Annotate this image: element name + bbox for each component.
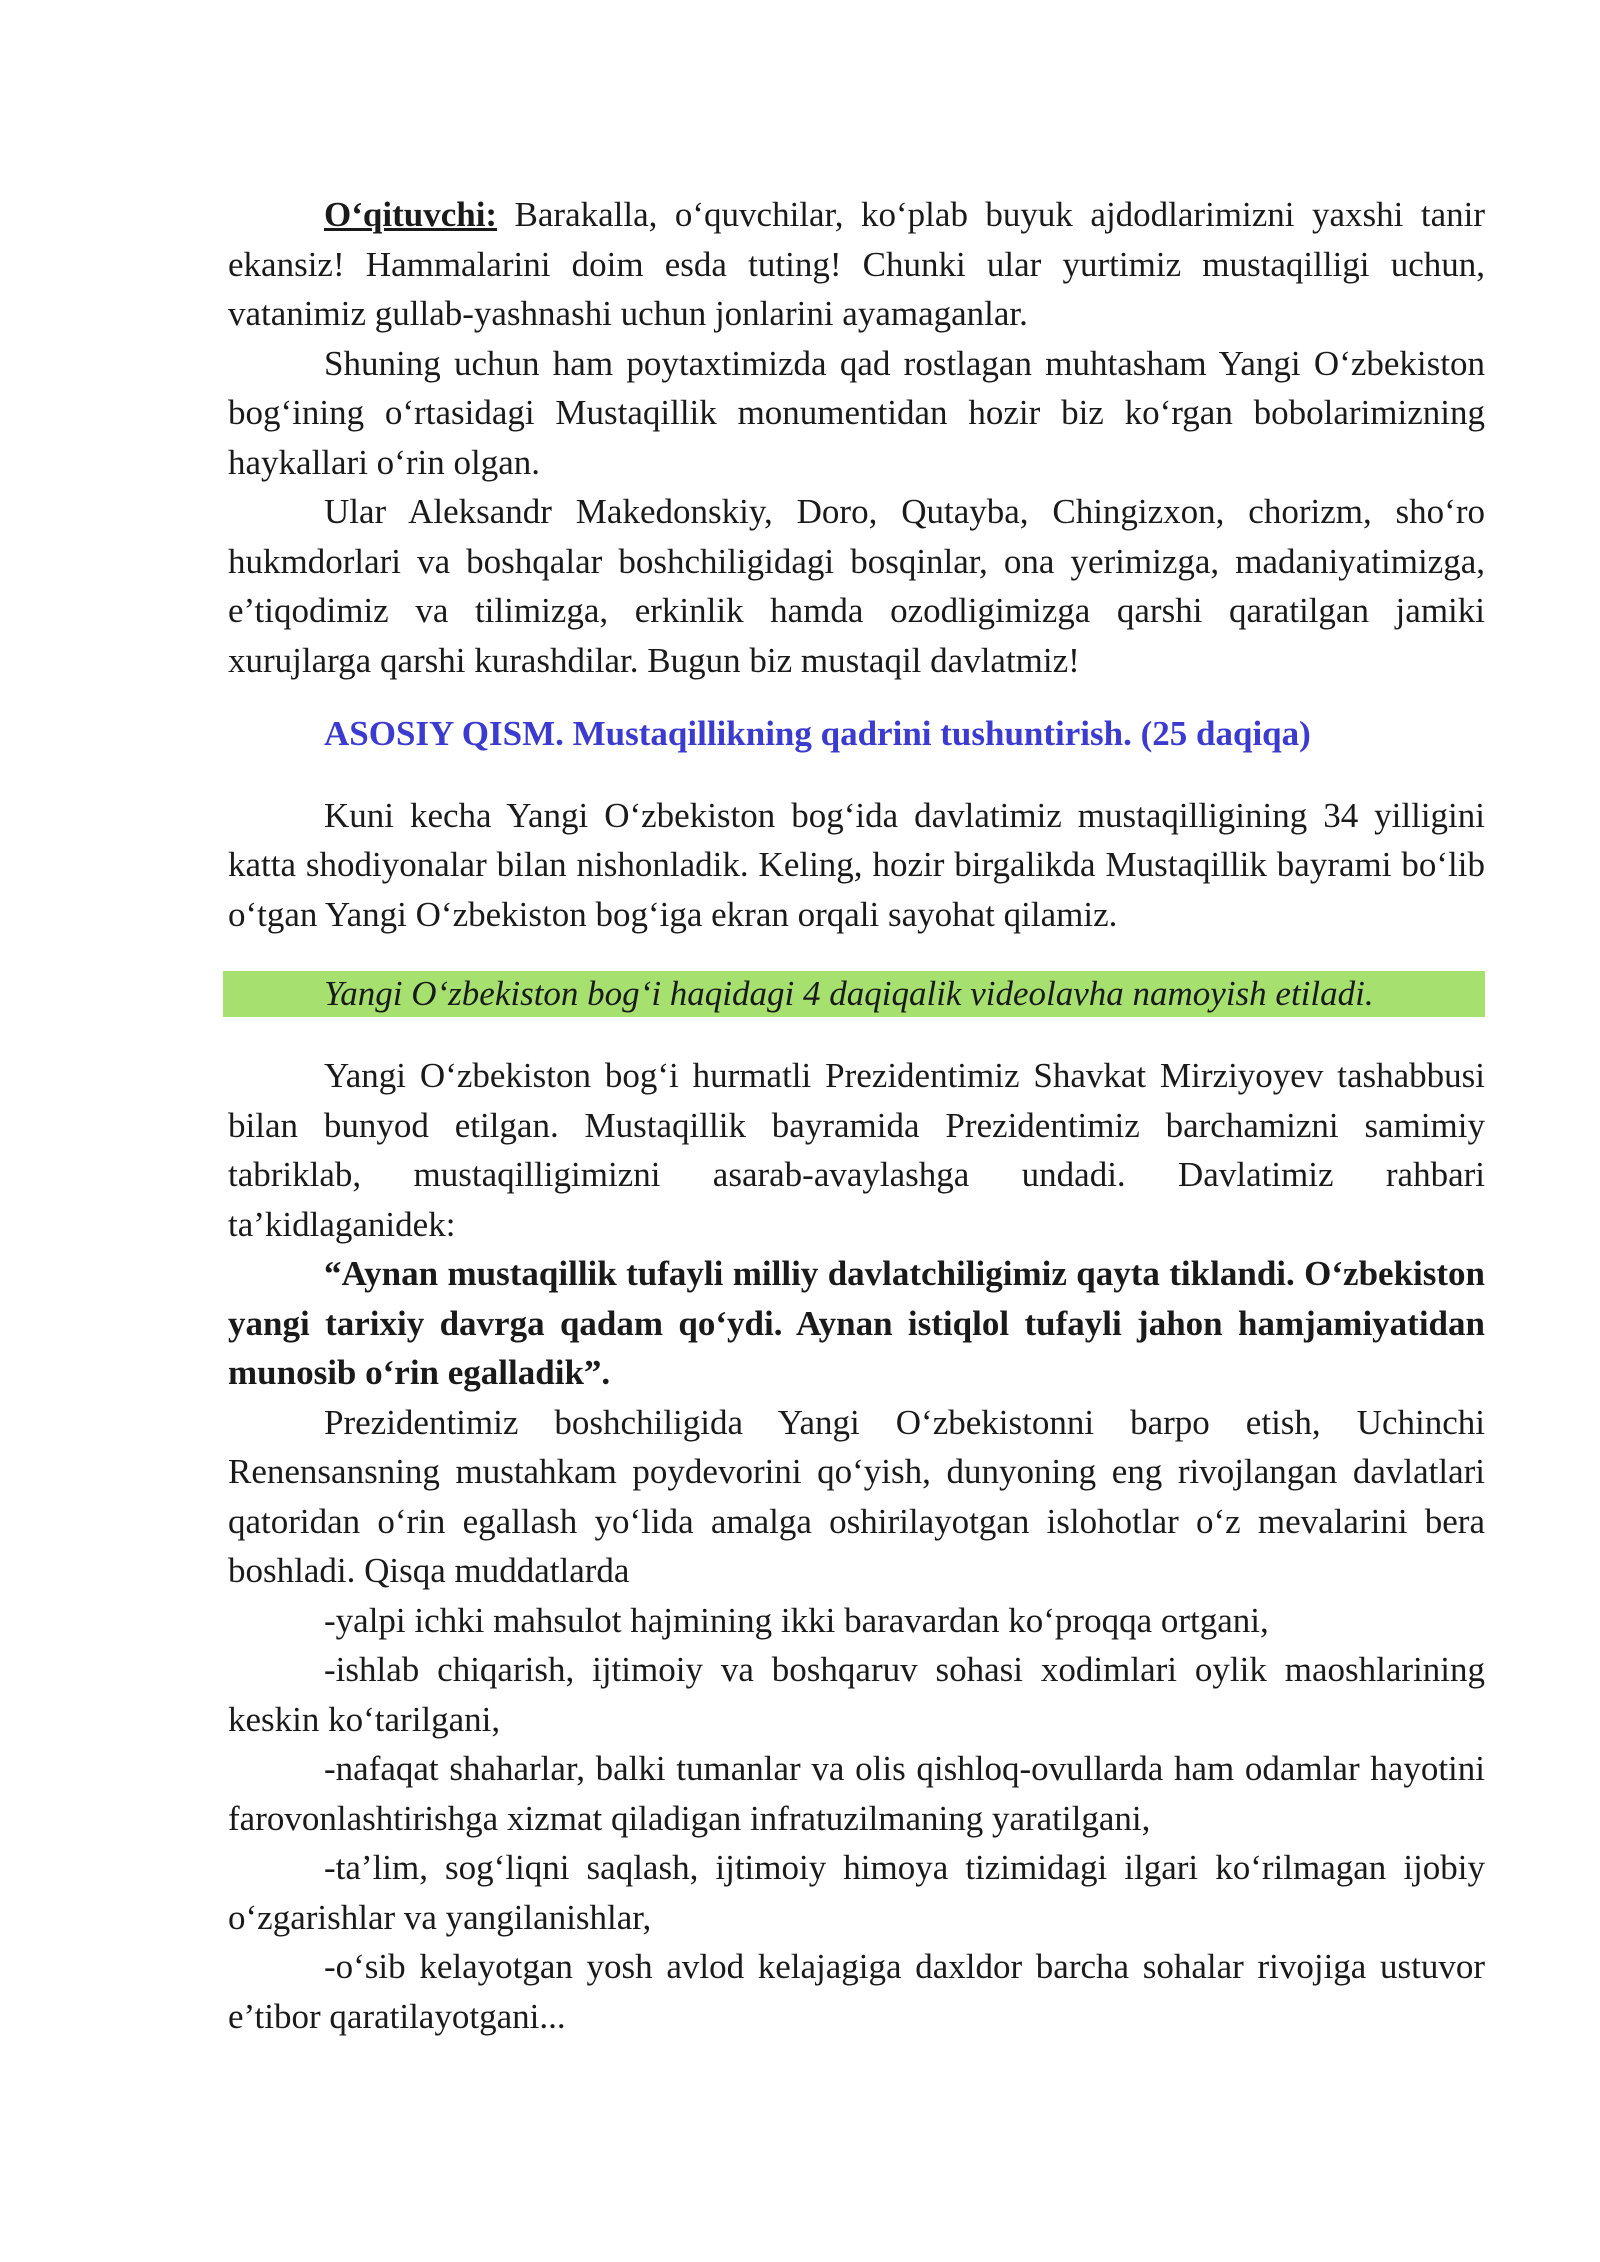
teacher-label: O‘qituvchi: <box>324 195 498 234</box>
section-heading: ASOSIY QISM. Mustaqillikning qadrini tushuntirish. (25 daqiqa) <box>324 714 1311 753</box>
section-paragraph-2: Yangi O‘zbekiston bog‘i hurmatli Prezidentimiz Shavkat Mirziyoyev tashabbusi bilan bunyod etilgan. Mustaqillik bayramida Prezidentimiz barchamizni samimiy tabriklab, mustaqilligimizni asarab-avaylashga undadi. Davlatimiz rahbari ta’kidlaganidek: <box>228 1056 1485 1244</box>
section-paragraph-1: Kuni kecha Yangi O‘zbekiston bog‘ida davlatimiz mustaqilligining 34 yilligini katta shodiyonalar bilan nishonladik. Keling, hozir birgalikda Mustaqillik bayrami bo‘lib o‘tgan Yangi O‘zbekiston bog‘iga ekran orqali sayohat qilamiz. <box>228 795 1485 934</box>
intro-text-1: Barakalla, o‘quvchilar, ko‘plab buyuk ajdodlarimizni yaxshi tanir ekansiz! Hammalarini doim esda tuting! Chunki ular yurtimiz mustaqilligi uchun, vatanimiz gullab-yashnashi uchun jonlarini ayamaganlar. <box>228 195 1485 333</box>
list-item: -nafaqat shaharlar, balki tumanlar va olis qishloq-ovullarda ham odamlar hayotini farovonlashtirishga xizmat qiladigan infratuzilmaning yaratilgani, <box>228 1749 1485 1838</box>
video-note: Yangi O‘zbekiston bog‘i haqidagi 4 daqiqalik videolavha namoyish etiladi. <box>324 974 1374 1013</box>
section-paragraph-3: Prezidentimiz boshchiligida Yangi O‘zbekistonni barpo etish, Uchinchi Renensansning mustahkam poydevorini qo‘yish, dunyoning eng rivojlangan davlatlari qatoridan o‘rin egallash yo‘lida amalga oshirilayotgan islohotlar o‘z mevalarini bera boshladi. Qisqa muddatlarda <box>228 1402 1485 1590</box>
list-item: -yalpi ichki mahsulot hajmining ikki baravardan ko‘proqqa ortgani, <box>324 1600 1269 1640</box>
list-item: -ishlab chiqarish, ijtimoiy va boshqaruv sohasi xodimlari oylik maoshlarining keskin ko‘tarilgani, <box>228 1650 1485 1739</box>
intro-paragraph-3: Ular Aleksandr Makedonskiy, Doro, Qutayba, Chingizxon, chorizm, sho‘ro hukmdorlari va boshqalar boshchiligidagi bosqinlar, ona yerimizga, madaniyatimizga, e’tiqodimiz va tilimizga, erkinlik hamda ozodligimizga qarshi qaratilgan jamiki xurujlarga qarshi kurashdilar. Bugun biz mustaqil davlatmiz! <box>228 492 1485 680</box>
list-item: -ta’lim, sog‘liqni saqlash, ijtimoiy himoya tizimidagi ilgari ko‘rilmagan ijobiy o‘zgarishlar va yangilanishlar, <box>228 1848 1485 1937</box>
intro-paragraph-1 <box>228 190 1485 339</box>
list-item: -o‘sib kelayotgan yosh avlod kelajagiga daxldor barcha sohalar rivojiga ustuvor e’tibor qaratilayotgani... <box>228 1947 1485 2036</box>
video-note-highlight <box>223 971 1485 1017</box>
intro-paragraph-2: Shuning uchun ham poytaxtimizda qad rostlagan muhtasham Yangi O‘zbekiston bog‘ining o‘rtasidagi Mustaqillik monumentidan hozir biz ko‘rgan bobolarimizning haykallari o‘rin olgan. <box>228 343 1485 482</box>
president-quote: “Aynan mustaqillik tufayli milliy davlatchiligimiz qayta tiklandi. O‘zbekiston yangi tarixiy davrga qadam qo‘ydi. Aynan istiqlol tufayli jahon hamjamiyatidan munosib o‘rin egalladik”. <box>228 1254 1485 1392</box>
